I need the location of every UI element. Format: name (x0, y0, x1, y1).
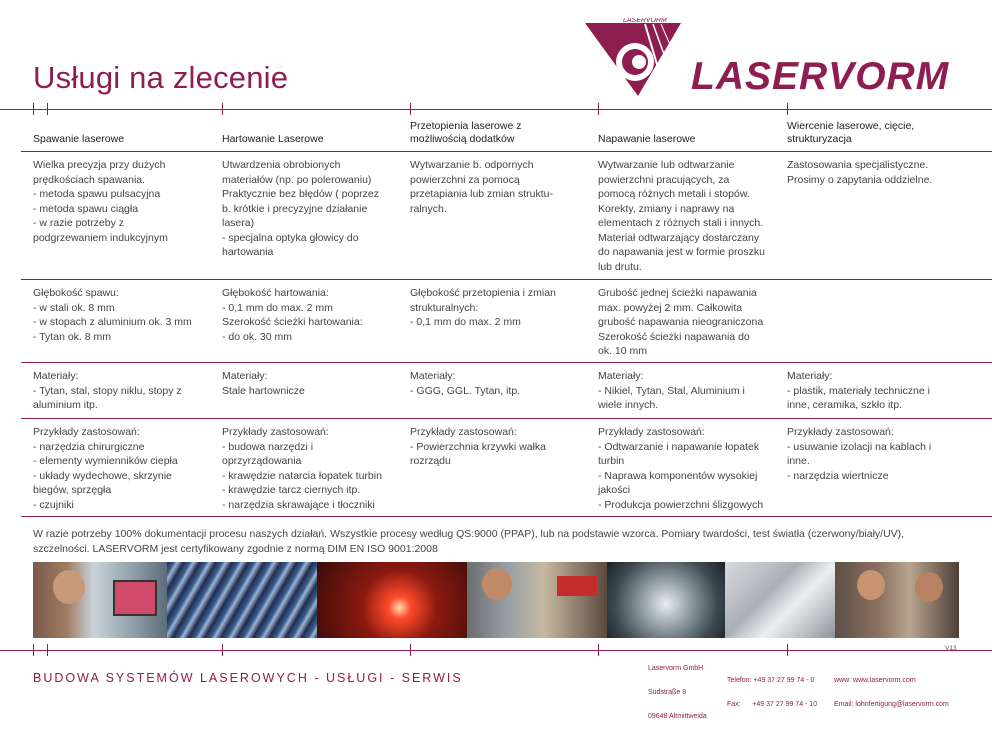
website-link[interactable]: www: www.laservorm.com (834, 677, 916, 684)
footer-web (834, 663, 949, 723)
welding-examples: Przykłady zastosowań: - narzędzia chirurgiczne - elementy wymienników ciepła - układy wydechowe, skrzynie biegów, sprzęgła - czujniki (33, 426, 178, 511)
row-divider (21, 362, 992, 363)
footer-top-rule (0, 650, 992, 651)
photo-nozzle-closeup (607, 562, 725, 638)
remelting-examples: Przykłady zastosowań: - Powierzchnia krzywki wałka rozrządu (410, 426, 546, 467)
laservorm-logo-icon (583, 18, 683, 98)
row-divider (21, 516, 992, 517)
row-divider (21, 279, 992, 280)
hardening-description: Utwardzenia obrobionych materiałów (np. po polerowaniu) Praktycznie bez błędów ( poprzez b. krótkie i precyzyjne działanie lasera) - specjalna optyka głowicy do hartowania (222, 159, 379, 258)
footer-tick (47, 644, 48, 656)
fax-number: Fax: +49 37 27 99 74 - 10 (727, 701, 818, 708)
company-street: Südstraße 8 (648, 689, 687, 696)
footer-tick (410, 644, 411, 656)
remelting-description: Wytwarzanie b. odpornych powierzchni za pomocą przetapiania lub zmian struktu- ralnych. (410, 159, 553, 215)
remelting-materials: Materiały: - GGG, GGL. Tytan, itp. (410, 370, 521, 397)
photo-laser-spark (317, 562, 467, 638)
brand-wordmark: LASERVORM (691, 55, 950, 98)
footer-slogan: BUDOWA SYSTEMÓW LASEROWYCH - USŁUGI - SERWIS (33, 671, 463, 685)
cladding-materials: Materiały: - Nikiel, Tytan, Stal, Aluminium i wiele innych. (598, 370, 745, 411)
hardening-materials: Materiały: Stale hartownicze (222, 370, 305, 397)
header-tick (222, 103, 223, 115)
email-link[interactable]: Email: lohnfertigung@laservorm.com (834, 701, 949, 708)
footer-contact (727, 663, 817, 723)
certification-note: W razie potrzeby 100% dokumentacji procesu naszych działań. Wszystkie procesy według QS:9000 (PPAP), lub na podstawie wzorca. Pomiary twardości, test światła (czerwony/biały/UV), szczelności. LASERVORM jest certyfikowany zgodnie z normą DIM EN ISO 9001:2008 (33, 528, 905, 555)
company-city: 09648 Altmittweida (648, 713, 707, 720)
cladding-description: Wytwarzanie lub odtwarzanie powierzchni pracujących, za pomocą różnych metali i stopów. Korekty, zmiany i naprawy na elementach z różnych stali i innych. Materiał odtwarzający dostarczany do napawania jest w formie proszku lub drutu. (598, 159, 765, 273)
drilling-materials: Materiały: - plastik, materiały techniczne i inne, ceramika, szkło itp. (787, 370, 930, 411)
remelting-depth: Głębokość przetopienia i zmian strukturalnych: - 0,1 mm do max. 2 mm (410, 287, 556, 328)
header-tick (598, 103, 599, 115)
row-divider (21, 151, 992, 152)
drilling-description: Zastosowania specjalistyczne. Prosimy o zapytania oddzielne. (787, 159, 933, 186)
footer-tick (222, 644, 223, 656)
drilling-examples: Przykłady zastosowań: - usuwanie izolacji na kablach i inne. - narzędzia wiertnicze (787, 426, 932, 482)
version-label: V13 (945, 645, 957, 652)
phone-number: Telefon: +49 37 27 99 74 - 0 (727, 677, 815, 684)
footer-tick (33, 644, 34, 656)
photo-metal-surface (725, 562, 835, 638)
hardening-examples: Przykłady zastosowań: - budowa narzędzi i oprzyrządowania - krawędzie natarcia łopatek turbin - krawędzie tarcz ciernych itp. - narzędzia skrawające i tłoczniki (222, 426, 382, 511)
photo-strip (33, 562, 959, 638)
welding-description: Wielka precyzja przy dużych prędkościach spawania. - metoda spawu pulsacyjna - metoda spawu ciągła - w razie potrzeby z podgrzewaniem indukcyjnym (33, 159, 168, 244)
footer-address (648, 651, 707, 735)
page-title: Usługi na zlecenie (33, 60, 289, 95)
column-header-welding: Spawanie laserowe (33, 133, 125, 145)
brand-small-label: LASERVORM (623, 18, 667, 24)
header-tick (33, 103, 34, 115)
column-header-remelting: Przetopienia laserowe z możliwością dodatków (410, 120, 522, 145)
header-tick (47, 103, 48, 115)
column-header-hardening: Hartowanie Laserowe (222, 133, 324, 145)
footer-tick (787, 644, 788, 656)
cladding-examples: Przykłady zastosowań: - Odtwarzanie i napawanie łopatek turbin - Naprawa komponentów wysokiej jakości - Produkcja powierzchni ślizgowych (598, 426, 764, 511)
photo-technician-panel (33, 562, 167, 638)
welding-materials: Materiały: - Tytan, stal, stopy niklu, stopy z aluminium itp. (33, 370, 182, 411)
column-header-cladding: Napawanie laserowe (598, 133, 696, 145)
header-top-rule (0, 109, 992, 110)
row-divider (21, 418, 992, 419)
company-name: Laservorm GmbH (648, 665, 704, 672)
welding-depth: Głębokość spawu: - w stali ok. 8 mm - w stopach z aluminium ok. 3 mm - Tytan ok. 8 mm (33, 287, 192, 343)
footer-tick (598, 644, 599, 656)
header-tick (410, 103, 411, 115)
photo-team-discussion (835, 562, 959, 638)
header-tick (787, 103, 788, 115)
cladding-depth: Grubość jednej ścieżki napawania max. powyżej 2 mm. Całkowita grubość napawania nieograniczona Szerokość ścieżki napawania do ok. 10 mm (598, 287, 764, 357)
column-header-drilling: Wiercenie laserowe, cięcie, strukturyzacja (787, 120, 915, 145)
photo-tubes (167, 562, 317, 638)
photo-operator-machine (467, 562, 607, 638)
hardening-depth: Głębokość hartowania: - 0,1 mm do max. 2 mm Szerokość ścieżki hartowania: - do ok. 30 mm (222, 287, 363, 343)
